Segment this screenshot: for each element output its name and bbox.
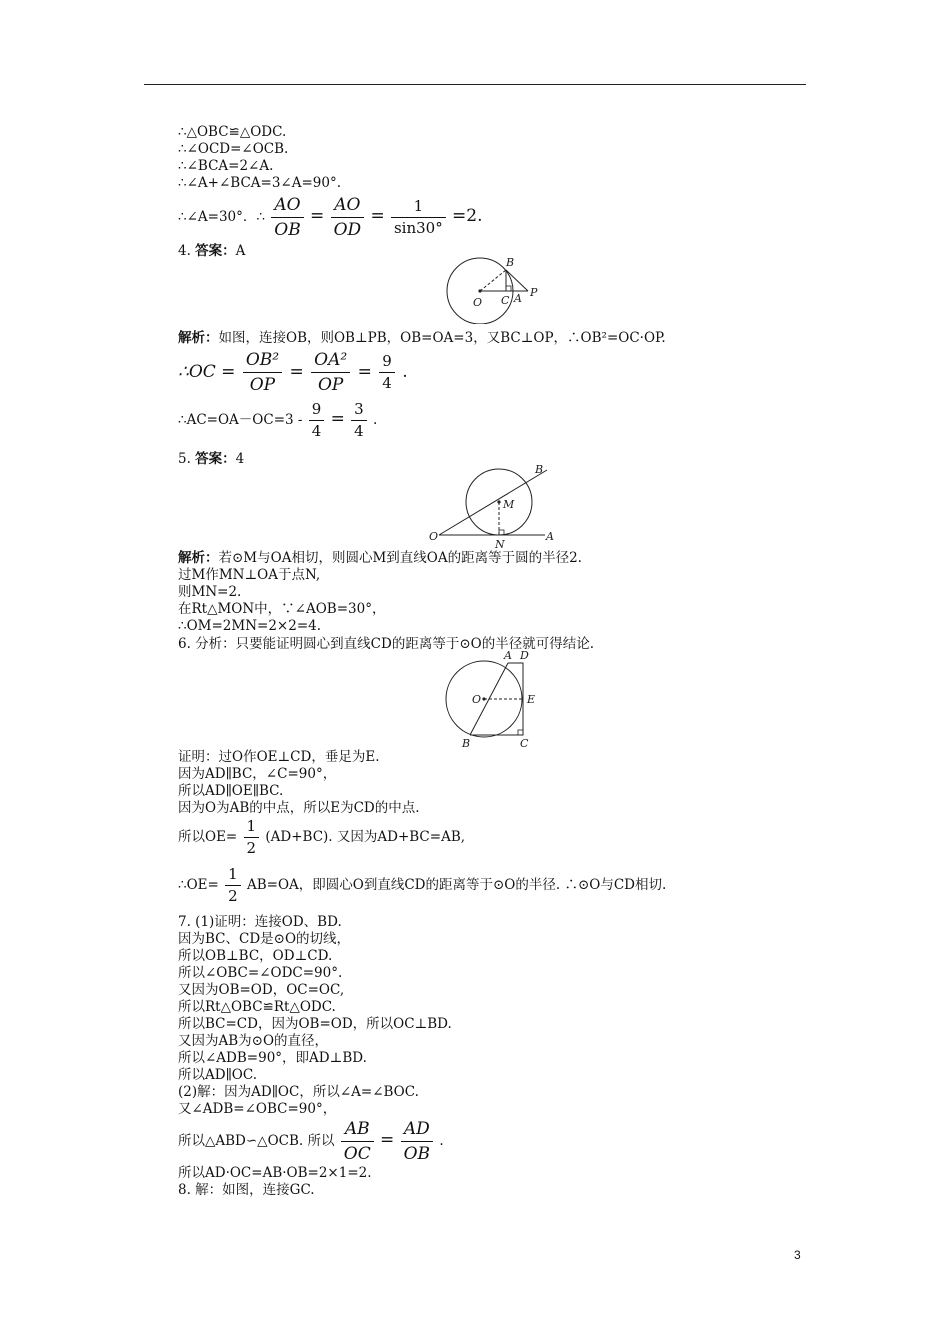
text-line: ∴△OBC≌△ODC. [178,124,287,140]
text-line: 过M作MN⊥OA于点N, [178,567,321,583]
text-line: 则MN=2. [178,584,242,600]
fraction: $\frac{AB}{OC}$ [341,1119,374,1164]
analysis-line: 解析：如图，连接OB，则OB⊥PB，OB=OA=3，又BC⊥OP，∴OB²=OC·OP. [178,330,666,346]
label-o: O [429,530,439,543]
fraction: $\frac{9}{4}$ [379,353,395,392]
text-line: 所以∠ADB=90°，即AD⊥BD. [178,1050,367,1066]
figure-q5 [425,460,565,550]
text-line: 证明：过O作OE⊥CD，垂足为E. [178,749,380,765]
fraction: $\frac{\text{OB²}}{OP}$ [243,350,282,395]
equation-line: ∴∠A=30°．∴ $\frac{AO}{OB}$ = $\frac{AO}{OD}$ = $\frac{1}{\sin 30^\circ}$ =2. [178,195,483,240]
answer-line: 4. 答案：A [178,243,246,259]
label-m: M [503,498,515,511]
page-number: 3 [794,1248,801,1262]
text-line: 因为BC、CD是⊙O的切线， [178,931,351,947]
text-line: 所以OB⊥BC，OD⊥CD. [178,948,333,964]
label-o: O [472,693,482,706]
fraction: $\frac{AD}{OB}$ [401,1119,433,1164]
text-line: 所以BC=CD，因为OB=OD，所以OC⊥BD. [178,1016,452,1032]
fraction: $\frac{3}{4}$ [351,401,367,440]
text-line: (2)解：因为AD∥OC，所以∠A=∠BOC. [178,1084,419,1100]
fraction: $\frac{1}{2}$ [225,866,241,905]
label-b: B [535,463,544,476]
text-line: 所以AD∥OC. [178,1067,258,1083]
text-line: 6. 分析：只要能证明圆心到直线CD的距离等于⊙O的半径就可得结论. [178,636,594,652]
text-line: 8. 解：如图，连接GC. [178,1182,315,1198]
fraction: $\frac{1}{\sin 30^\circ}$ [391,198,446,237]
label-e: E [527,693,536,706]
label-c: C [520,737,529,750]
text-line: 7. (1)证明：连接OD、BD. [178,914,342,930]
text-line: ∴∠A+∠BCA=3∠A=90°. [178,175,342,191]
figure-q4 [440,252,550,324]
text-line: 因为O为AB的中点，所以E为CD的中点. [178,800,420,816]
text-part: =2. [452,206,483,226]
text-line: 又∠ADB=∠OBC=90°， [178,1101,337,1117]
text-line: 所以Rt△OBC≌Rt△ODC. [178,999,336,1015]
analysis-line: 解析：若⊙M与OA相切，则圆心M到直线OA的距离等于圆的半径2. [178,550,582,566]
text-part: ∴∠A=30°．∴ [178,209,265,225]
fraction: $\frac{1}{2}$ [244,818,260,857]
equation-line: ∴AC=OA－OC=3 - $\frac{9}{4}$ = $\frac{3}{4}$ . [178,400,378,440]
label-b: B [506,256,515,269]
answer-line: 5. 答案：4 [178,451,245,467]
text-line: 所以∠OBC=∠ODC=90°. [178,965,343,981]
equation-line: ∴OC = $\frac{\text{OB²}}{OP}$ = $\frac{\text{OA²}}{OP}$ = $\frac{9}{4}$ . [178,350,408,395]
text-line: ∴∠OCD=∠OCB. [178,141,289,157]
text-line: 又因为AB为⊙O的直径， [178,1033,329,1049]
label-d: D [520,649,529,662]
equation-line: 所以OE= $\frac{1}{2}$ (AD+BC). 又因为AD+BC=AB, [178,817,466,857]
equation-line: 所以△ABD∽△OCB. 所以 $\frac{AB}{OC}$ = $\frac{AD}{OB}$ . [178,1119,444,1164]
label-a: A [546,530,554,543]
text-line: ∴OM=2MN=2×2=4. [178,618,322,634]
fraction: $\frac{AO}{OB}$ [271,195,303,240]
label-a: A [504,649,512,662]
fraction: $\frac{9}{4}$ [309,401,325,440]
text-line: 又因为OB=OD，OC=OC, [178,982,345,998]
text-line: 所以AD∥OE∥BC. [178,783,284,799]
text-line: ∴∠BCA=2∠A. [178,158,274,174]
figure-q6 [440,646,540,750]
label-p: P [530,286,538,299]
fraction: $\frac{\text{OA²}}{OP}$ [311,350,350,395]
equation-line: ∴OE= $\frac{1}{2}$ AB=OA，即圆心O到直线CD的距离等于⊙O的半径. ∴⊙O与CD相切. [178,865,667,905]
label-a: A [514,292,522,305]
text-line: 因为AD∥BC，∠C=90°， [178,766,337,782]
text-line: 在Rt△MON中，∵∠AOB=30°， [178,601,386,617]
label-n: N [495,538,505,550]
label-c: C [501,294,510,307]
label-b: B [462,737,471,750]
fraction: $\frac{AO}{OD}$ [331,195,365,240]
label-o: O [473,296,483,309]
text-line: 所以AD·OC=AB·OB=2×1=2. [178,1165,372,1181]
header-rule [144,84,806,85]
